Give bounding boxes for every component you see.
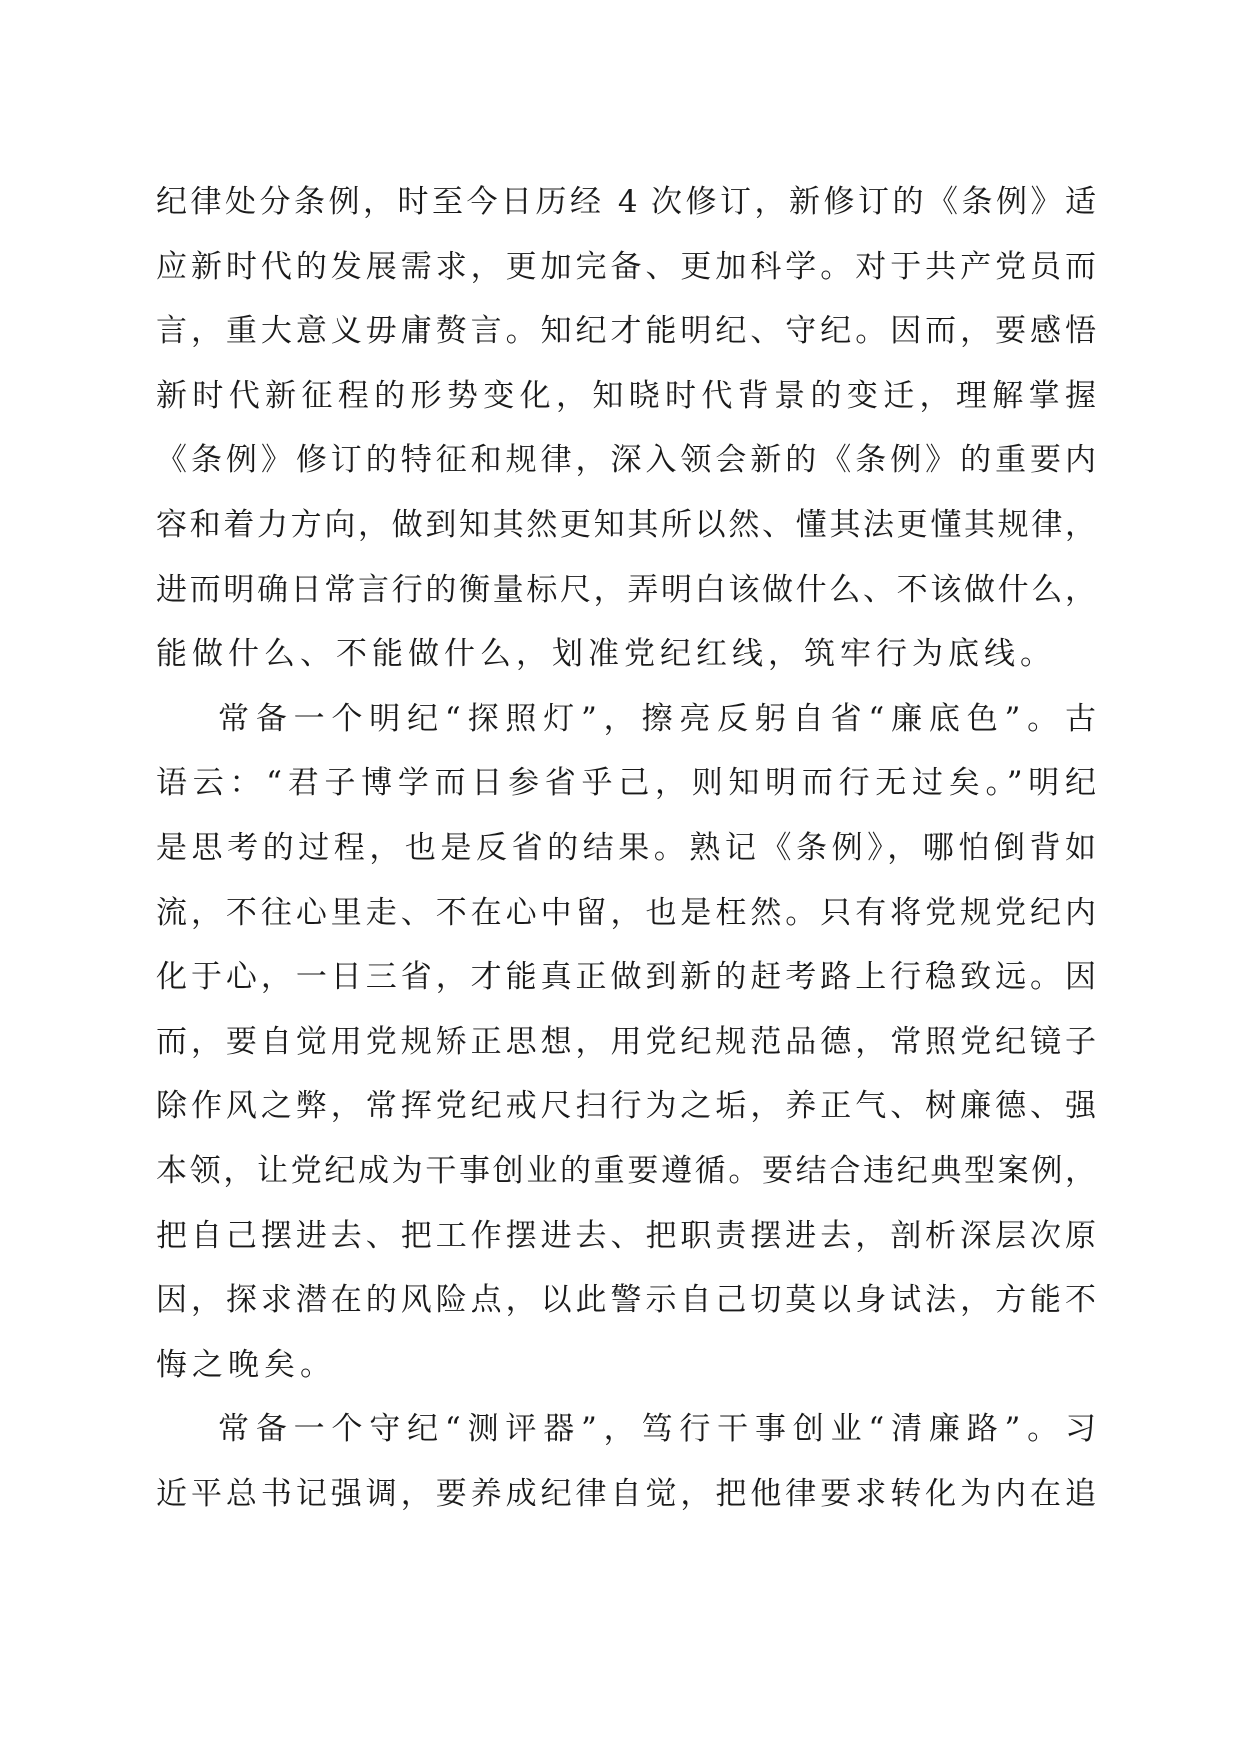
text-line: 新时代新征程的形势变化，知晓时代背景的变迁，理解掌握 [156,377,1096,414]
text-line: 容和着力方向，做到知其然更知其所以然、懂其法更懂其规律， [156,506,1096,543]
text-line: 能做什么、不能做什么，划准党纪红线，筑牢行为底线。 [156,636,1056,673]
text-line: 而，要自觉用党规矫正思想，用党纪规范品德，常照党纪镜子 [156,1023,1096,1060]
text-line: 悔之晚矣。 [156,1346,336,1383]
paragraph-first-line: 常备一个明纪“探照灯”，擦亮反躬自省“廉底色”。古 [218,700,1096,737]
body-text [156,170,1096,1526]
text-line: 是思考的过程，也是反省的结果。熟记《条例》，哪怕倒背如 [156,829,1096,866]
text-line: 应新时代的发展需求，更加完备、更加科学。对于共产党员而 [156,248,1096,285]
text-line: 语云：“君子博学而日参省乎己，则知明而行无过矣。”明纪 [156,765,1096,802]
text-line: 流，不往心里走、不在心中留，也是枉然。只有将党规党纪内 [156,894,1096,931]
text-line: 进而明确日常言行的衡量标尺，弄明白该做什么、不该做什么， [156,571,1096,608]
text-line: 把自己摆进去、把工作摆进去、把职责摆进去，剖析深层次原 [156,1217,1096,1254]
text-line: 近平总书记强调，要养成纪律自觉，把他律要求转化为内在追 [156,1475,1096,1512]
text-line: 因，探求潜在的风险点，以此警示自己切莫以身试法，方能不 [156,1282,1096,1319]
text-line: 化于心，一日三省，才能真正做到新的赶考路上行稳致远。因 [156,959,1096,996]
text-line: 言，重大意义毋庸赘言。知纪才能明纪、守纪。因而，要感悟 [156,313,1096,350]
text-line: 除作风之弊，常挥党纪戒尺扫行为之垢，养正气、树廉德、强 [156,1088,1096,1125]
paragraph-first-line: 常备一个守纪“测评器”，笃行干事创业“清廉路”。习 [218,1411,1096,1448]
text-line: 本领，让党纪成为干事创业的重要遵循。要结合违纪典型案例， [156,1152,1096,1189]
text-line: 纪律处分条例，时至今日历经 4 次修订，新修订的《条例》适 [156,184,1096,220]
text-line: 《条例》修订的特征和规律，深入领会新的《条例》的重要内 [156,442,1096,479]
